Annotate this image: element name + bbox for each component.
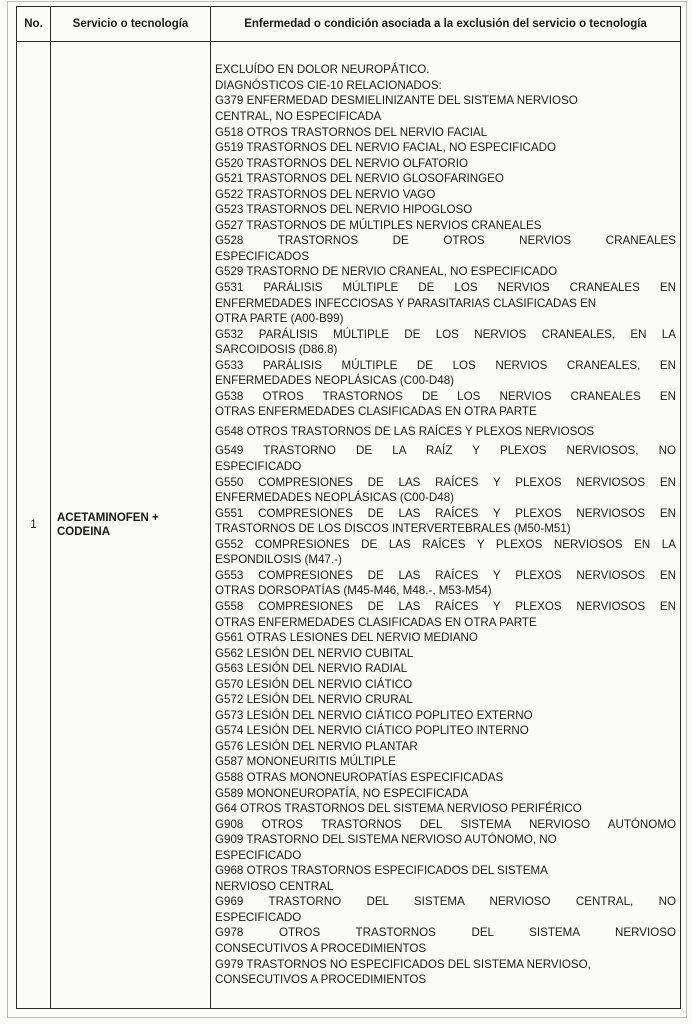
service-name: ACETAMINOFEN + CODEINA — [51, 42, 211, 1009]
table-row — [17, 42, 681, 1009]
condition-line: ESPECIFICADOS — [215, 249, 310, 263]
condition-line: ENFERMEDADES NEOPLÁSICAS (C00-D48) — [215, 374, 455, 388]
condition-line: OTRAS ENFERMEDADES CLASIFICADAS EN OTRA PARTE — [215, 405, 537, 419]
condition-line: G529 TRASTORNO DE NERVIO CRANEAL, NO ESPECIFICADO — [215, 265, 558, 279]
condition-line: ESPECIFICADO — [215, 848, 302, 862]
condition-line: G521 TRASTORNOS DEL NERVIO GLOSOFARINGEO — [215, 172, 504, 186]
condition-line: G518 OTROS TRASTORNOS DEL NERVIO FACIAL — [215, 125, 488, 139]
condition-line: OTRAS ENFERMEDADES CLASIFICADAS EN OTRA PARTE — [215, 615, 537, 629]
condition-line: G531 PARÁLISIS MÚLTIPLE DE LOS NERVIOS CRANEALES EN — [215, 281, 676, 295]
condition-line: G527 TRASTORNOS DE MÚLTIPLES NERVIOS CRANEALES — [215, 218, 542, 232]
condition-line: G563 LESIÓN DEL NERVIO RADIAL — [215, 662, 408, 676]
condition-line: ESPECIFICADO — [215, 460, 302, 474]
condition-line: EXCLUÍDO EN DOLOR NEUROPÁTICO. — [215, 63, 430, 77]
condition-line: ENFERMEDADES INFECCIOSAS Y PARASITARIAS CLASIFICADAS EN — [215, 296, 597, 310]
condition-line: G523 TRASTORNOS DEL NERVIO HIPOGLOSO — [215, 203, 473, 217]
header-condition: Enfermedad o condición asociada a la exclusión del servicio o tecnología — [211, 7, 681, 42]
condition-line: G909 TRASTORNO DEL SISTEMA NERVIOSO AUTÓNOMO, NO — [215, 833, 557, 847]
condition-line: G574 LESIÓN DEL NERVIO CIÁTICO POPLITEO INTERNO — [215, 724, 529, 738]
condition-line: G519 TRASTORNOS DEL NERVIO FACIAL, NO ESPECIFICADO — [215, 141, 557, 155]
condition-line: G978 OTROS TRASTORNOS DEL SISTEMA NERVIOSO — [215, 926, 676, 940]
condition-line: G550 COMPRESIONES DE LAS RAÍCES Y PLEXOS NERVIOSOS EN — [215, 475, 676, 489]
condition-cell — [211, 42, 681, 1009]
exclusion-table — [16, 6, 681, 1009]
condition-line: G968 OTROS TRASTORNOS ESPECIFICADOS DEL SISTEMA — [215, 864, 548, 878]
condition-line: G979 TRASTORNOS NO ESPECIFICADOS DEL SISTEMA NERVIOSO, — [215, 957, 591, 971]
condition-line: G528 TRASTORNOS DE OTROS NERVIOS CRANEALES — [215, 234, 676, 248]
condition-line: TRASTORNOS DE LOS DISCOS INTERVERTEBRALES (M50-M51) — [215, 522, 571, 536]
condition-line: G588 OTRAS MONONEUROPATÍAS ESPECIFICADAS — [215, 770, 504, 784]
condition-line: G562 LESIÓN DEL NERVIO CUBITAL — [215, 646, 414, 660]
condition-line: G561 OTRAS LESIONES DEL NERVIO MEDIANO — [215, 631, 478, 645]
condition-line: ENFERMEDADES NEOPLÁSICAS (C00-D48) — [215, 491, 455, 505]
condition-line: CONSECUTIVOS A PROCEDIMIENTOS — [215, 973, 427, 987]
condition-line: G572 LESIÓN DEL NERVIO CRURAL — [215, 693, 413, 707]
condition-line: ESPECIFICADO — [215, 910, 302, 924]
condition-line: G576 LESIÓN DEL NERVIO PLANTAR — [215, 739, 418, 753]
condition-line: G549 TRASTORNO DE LA RAÍZ Y PLEXOS NERVIOSOS, NO — [215, 444, 676, 458]
condition-line: DIAGNÓSTICOS CIE-10 RELACIONADOS: — [215, 78, 442, 92]
condition-line: G908 OTROS TRASTORNOS DEL SISTEMA NERVIOSO AUTÓNOMO — [215, 817, 676, 831]
condition-line: G570 LESIÓN DEL NERVIO CIÁTICO — [215, 677, 413, 691]
condition-line: G969 TRASTORNO DEL SISTEMA NERVIOSO CENTRAL, NO — [215, 895, 676, 909]
condition-lines — [215, 62, 676, 987]
condition-line: G533 PARÁLISIS MÚLTIPLE DE LOS NERVIOS CRANEALES, EN — [215, 358, 676, 372]
condition-line: G587 MONONEURITIS MÚLTIPLE — [215, 755, 396, 769]
condition-line: G548 OTROS TRASTORNOS DE LAS RAÍCES Y PLEXOS NERVIOSOS — [215, 424, 595, 438]
condition-line: G551 COMPRESIONES DE LAS RAÍCES Y PLEXOS NERVIOSOS EN — [215, 506, 676, 520]
header-service: Servicio o tecnología — [51, 7, 211, 42]
condition-line: G379 ENFERMEDAD DESMIELINIZANTE DEL SISTEMA NERVIOSO — [215, 94, 578, 108]
condition-line: G552 COMPRESIONES DE LAS RAÍCES Y PLEXOS NERVIOSOS EN LA — [215, 537, 676, 551]
condition-line: NERVIOSO CENTRAL — [215, 879, 334, 893]
condition-line: OTRAS DORSOPATÍAS (M45-M46, M48.-, M53-M54) — [215, 584, 492, 598]
condition-line: OTRA PARTE (A00-B99) — [215, 312, 344, 326]
table-header-row — [17, 7, 681, 42]
condition-line: G553 COMPRESIONES DE LAS RAÍCES Y PLEXOS NERVIOSOS EN — [215, 568, 676, 582]
condition-line: CONSECUTIVOS A PROCEDIMIENTOS — [215, 941, 427, 955]
condition-line: ESPONDILOSIS (M47.-) — [215, 553, 342, 567]
condition-line: G532 PARÁLISIS MÚLTIPLE DE LOS NERVIOS CRANEALES, EN LA — [215, 327, 676, 341]
condition-line: G558 COMPRESIONES DE LAS RAÍCES Y PLEXOS NERVIOSOS EN — [215, 599, 676, 613]
condition-line: SARCOIDOSIS (D86.8) — [215, 343, 338, 357]
condition-line: G538 OTROS TRASTORNOS DE LOS NERVIOS CRANEALES EN — [215, 389, 676, 403]
condition-line: G522 TRASTORNOS DEL NERVIO VAGO — [215, 187, 436, 201]
condition-line: CENTRAL, NO ESPECIFICADA — [215, 110, 382, 123]
header-no: No. — [17, 7, 51, 42]
row-number: 1 — [17, 42, 51, 1009]
condition-line: G573 LESIÓN DEL NERVIO CIÁTICO POPLITEO EXTERNO — [215, 708, 533, 722]
condition-line: G520 TRASTORNOS DEL NERVIO OLFATORIO — [215, 156, 468, 170]
condition-line: G64 OTROS TRASTORNOS DEL SISTEMA NERVIOSO PERIFÉRICO — [215, 802, 582, 816]
condition-line: G589 MONONEUROPATÍA, NO ESPECIFICADA — [215, 786, 469, 800]
